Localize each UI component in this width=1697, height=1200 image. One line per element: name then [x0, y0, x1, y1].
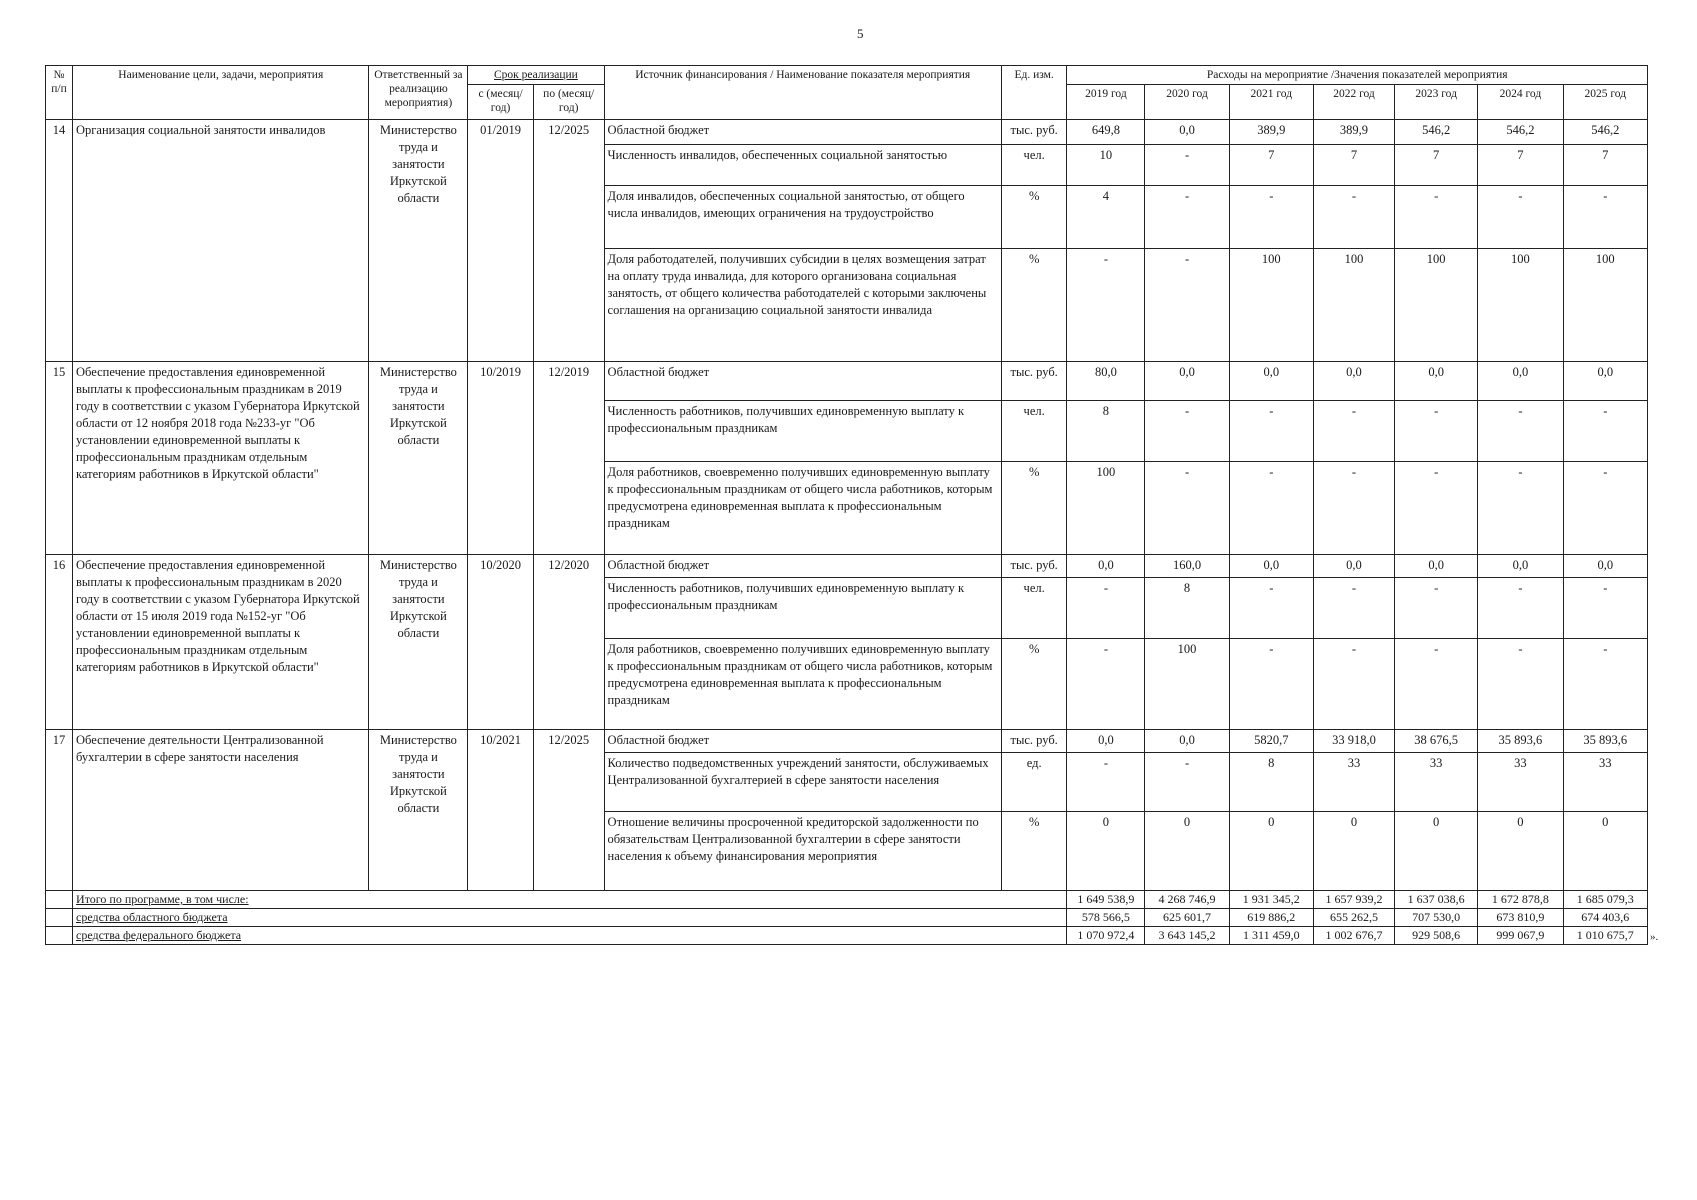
value-cell: 0: [1395, 812, 1478, 891]
row-responsible: Министерство труда и занятости Иркутской области: [369, 120, 468, 362]
program-table: [45, 65, 1648, 945]
header-period-to: по (месяц/ год): [533, 85, 604, 120]
value-cell: -: [1313, 462, 1394, 555]
totals-value: 1 002 676,7: [1313, 927, 1394, 945]
value-cell: -: [1229, 462, 1313, 555]
closing-mark: ».: [1650, 931, 1659, 943]
value-cell: 0: [1563, 812, 1647, 891]
row-number: 17: [46, 730, 73, 891]
value-cell: 0,0: [1229, 555, 1313, 578]
value-cell: 35 893,6: [1563, 730, 1647, 753]
value-cell: 0,0: [1478, 555, 1563, 578]
indicator-unit: %: [1001, 249, 1067, 362]
value-cell: 0,0: [1563, 362, 1647, 401]
value-cell: -: [1395, 186, 1478, 249]
totals-value: 707 530,0: [1395, 909, 1478, 927]
header-year: 2023 год: [1395, 85, 1478, 120]
row-number: 16: [46, 555, 73, 730]
value-cell: 0,0: [1145, 362, 1229, 401]
indicator-label: Доля работодателей, получивших субсидии в целях возмещения затрат на оплату труда инвалида, для которого организована социальная занятость, от общего количества работодателей с которыми заключены соглашения на организацию социальной занятости инвалида: [604, 249, 1001, 362]
value-cell: 546,2: [1563, 120, 1647, 145]
row-name: Обеспечение предоставления единовременной выплаты к профессиональным праздникам в 2019 году в соответствии с указом Губернатора Иркутской области от 12 ноября 2018 года №233-уг "Об установлении единовременной выплаты к профессиональным праздникам отдельным категориям работников в Иркутской области": [73, 362, 369, 555]
header-num: № п/п: [46, 66, 73, 120]
value-cell: 100: [1395, 249, 1478, 362]
value-cell: 0: [1067, 812, 1145, 891]
totals-value: 578 566,5: [1067, 909, 1145, 927]
indicator-unit: %: [1001, 812, 1067, 891]
totals-label: средства областного бюджета: [73, 909, 1067, 927]
indicator-label: Численность работников, получивших единовременную выплату к профессиональным праздникам: [604, 578, 1001, 639]
indicator-unit: тыс. руб.: [1001, 362, 1067, 401]
indicator-label: Областной бюджет: [604, 362, 1001, 401]
value-cell: 0,0: [1395, 555, 1478, 578]
totals-value: 1 685 079,3: [1563, 891, 1647, 909]
totals-value: 625 601,7: [1145, 909, 1229, 927]
row-to: 12/2019: [533, 362, 604, 555]
value-cell: 35 893,6: [1478, 730, 1563, 753]
value-cell: 4: [1067, 186, 1145, 249]
indicator-label: Областной бюджет: [604, 730, 1001, 753]
value-cell: 7: [1563, 145, 1647, 186]
value-cell: 10: [1067, 145, 1145, 186]
value-cell: 160,0: [1145, 555, 1229, 578]
indicator-label: Отношение величины просроченной кредиторской задолженности по обязательствам Централизованной бухгалтерии в сфере занятости населения к объему финансирования мероприятия: [604, 812, 1001, 891]
row-number: 15: [46, 362, 73, 555]
value-cell: 649,8: [1067, 120, 1145, 145]
value-cell: 33: [1478, 753, 1563, 812]
header-period-from: с (месяц/ год): [468, 85, 534, 120]
row-from: 10/2019: [468, 362, 534, 555]
totals-value: 1 070 972,4: [1067, 927, 1145, 945]
totals-label: средства федерального бюджета: [73, 927, 1067, 945]
value-cell: 33: [1563, 753, 1647, 812]
totals-value: 1 931 345,2: [1229, 891, 1313, 909]
value-cell: -: [1395, 639, 1478, 730]
totals-row: [46, 909, 1648, 927]
value-cell: -: [1229, 578, 1313, 639]
row-name: Обеспечение предоставления единовременной выплаты к профессиональным праздникам в 2020 году в соответствии с указом Губернатора Иркутской области от 15 июля 2019 года №152-уг "Об установлении единовременной выплаты к профессиональным праздникам отдельным категориям работников в Иркутской области": [73, 555, 369, 730]
value-cell: 80,0: [1067, 362, 1145, 401]
value-cell: 0,0: [1067, 555, 1145, 578]
value-cell: -: [1395, 462, 1478, 555]
value-cell: 8: [1145, 578, 1229, 639]
header-year: 2021 год: [1229, 85, 1313, 120]
value-cell: 8: [1229, 753, 1313, 812]
value-cell: 546,2: [1478, 120, 1563, 145]
row-from: 10/2021: [468, 730, 534, 891]
totals-value: 1 649 538,9: [1067, 891, 1145, 909]
value-cell: -: [1145, 145, 1229, 186]
value-cell: 389,9: [1313, 120, 1394, 145]
value-cell: -: [1313, 578, 1394, 639]
header-year: 2020 год: [1145, 85, 1229, 120]
indicator-label: Численность инвалидов, обеспеченных социальной занятостью: [604, 145, 1001, 186]
indicator-label: Доля работников, своевременно получивших единовременную выплату к профессиональным праздникам от общего числа работников, которым предусмотрена единовременная выплата к профессиональным праздникам: [604, 462, 1001, 555]
header-year: 2019 год: [1067, 85, 1145, 120]
indicator-unit: ед.: [1001, 753, 1067, 812]
value-cell: -: [1145, 462, 1229, 555]
row-to: 12/2025: [533, 730, 604, 891]
totals-blank: [46, 891, 73, 909]
value-cell: 7: [1229, 145, 1313, 186]
value-cell: -: [1563, 578, 1647, 639]
value-cell: 0,0: [1395, 362, 1478, 401]
value-cell: 33 918,0: [1313, 730, 1394, 753]
header-responsible: Ответственный за реализацию мероприятия): [369, 66, 468, 120]
totals-row: [46, 927, 1648, 945]
table-row: [46, 362, 1648, 401]
totals-value: 1 672 878,8: [1478, 891, 1563, 909]
totals-value: 1 311 459,0: [1229, 927, 1313, 945]
value-cell: 0,0: [1313, 555, 1394, 578]
value-cell: -: [1067, 249, 1145, 362]
indicator-unit: тыс. руб.: [1001, 555, 1067, 578]
value-cell: -: [1395, 401, 1478, 462]
indicator-label: Областной бюджет: [604, 120, 1001, 145]
value-cell: 0: [1145, 812, 1229, 891]
header-expenses: Расходы на мероприятие /Значения показателей мероприятия: [1067, 66, 1648, 85]
totals-value: 929 508,6: [1395, 927, 1478, 945]
value-cell: 0,0: [1563, 555, 1647, 578]
header-name: Наименование цели, задачи, мероприятия: [73, 66, 369, 120]
value-cell: 100: [1563, 249, 1647, 362]
page-number: 5: [857, 26, 864, 41]
value-cell: -: [1067, 578, 1145, 639]
header-year: 2022 год: [1313, 85, 1394, 120]
totals-value: 4 268 746,9: [1145, 891, 1229, 909]
indicator-label: Доля работников, своевременно получивших единовременную выплату к профессиональным праздникам от общего числа работников, которым предусмотрена единовременная выплата к профессиональным праздникам: [604, 639, 1001, 730]
indicator-unit: %: [1001, 639, 1067, 730]
value-cell: -: [1313, 401, 1394, 462]
indicator-unit: тыс. руб.: [1001, 120, 1067, 145]
table-row: [46, 555, 1648, 578]
totals-label: Итого по программе, в том числе:: [73, 891, 1067, 909]
value-cell: 0: [1478, 812, 1563, 891]
value-cell: -: [1478, 578, 1563, 639]
value-cell: -: [1313, 186, 1394, 249]
value-cell: -: [1145, 401, 1229, 462]
value-cell: -: [1067, 753, 1145, 812]
value-cell: -: [1478, 639, 1563, 730]
indicator-label: Доля инвалидов, обеспеченных социальной занятостью, от общего числа инвалидов, имеющих ограничения на трудоустройство: [604, 186, 1001, 249]
value-cell: -: [1563, 462, 1647, 555]
totals-value: 655 262,5: [1313, 909, 1394, 927]
indicator-label: Количество подведомственных учреждений занятости, обслуживаемых Централизованной бухгалтерией в сфере занятости населения: [604, 753, 1001, 812]
value-cell: 7: [1395, 145, 1478, 186]
value-cell: -: [1229, 639, 1313, 730]
row-to: 12/2020: [533, 555, 604, 730]
value-cell: 100: [1478, 249, 1563, 362]
header-source: Источник финансирования / Наименование показателя мероприятия: [604, 66, 1001, 120]
totals-value: 999 067,9: [1478, 927, 1563, 945]
row-responsible: Министерство труда и занятости Иркутской области: [369, 362, 468, 555]
value-cell: 389,9: [1229, 120, 1313, 145]
value-cell: -: [1563, 639, 1647, 730]
row-from: 01/2019: [468, 120, 534, 362]
value-cell: 0,0: [1229, 362, 1313, 401]
value-cell: -: [1395, 578, 1478, 639]
value-cell: 100: [1067, 462, 1145, 555]
value-cell: -: [1145, 249, 1229, 362]
row-to: 12/2025: [533, 120, 604, 362]
value-cell: 100: [1145, 639, 1229, 730]
totals-value: 1 010 675,7: [1563, 927, 1647, 945]
indicator-unit: %: [1001, 186, 1067, 249]
row-number: 14: [46, 120, 73, 362]
value-cell: 33: [1313, 753, 1394, 812]
value-cell: -: [1563, 186, 1647, 249]
value-cell: -: [1067, 639, 1145, 730]
value-cell: 5820,7: [1229, 730, 1313, 753]
row-responsible: Министерство труда и занятости Иркутской области: [369, 730, 468, 891]
table-row: [46, 730, 1648, 753]
value-cell: -: [1145, 753, 1229, 812]
table-header-row-1: [46, 66, 1648, 85]
value-cell: -: [1478, 401, 1563, 462]
totals-value: 1 637 038,6: [1395, 891, 1478, 909]
indicator-unit: чел.: [1001, 401, 1067, 462]
header-unit: Ед. изм.: [1001, 66, 1067, 120]
header-year: 2025 год: [1563, 85, 1647, 120]
row-responsible: Министерство труда и занятости Иркутской области: [369, 555, 468, 730]
totals-value: 674 403,6: [1563, 909, 1647, 927]
value-cell: -: [1478, 186, 1563, 249]
value-cell: 546,2: [1395, 120, 1478, 145]
table-row: [46, 120, 1648, 145]
value-cell: 0,0: [1145, 730, 1229, 753]
value-cell: 0,0: [1145, 120, 1229, 145]
value-cell: 7: [1313, 145, 1394, 186]
totals-blank: [46, 909, 73, 927]
totals-blank: [46, 927, 73, 945]
totals-value: 619 886,2: [1229, 909, 1313, 927]
value-cell: 0,0: [1313, 362, 1394, 401]
header-year: 2024 год: [1478, 85, 1563, 120]
value-cell: -: [1563, 401, 1647, 462]
indicator-label: Численность работников, получивших единовременную выплату к профессиональным праздникам: [604, 401, 1001, 462]
value-cell: 100: [1229, 249, 1313, 362]
row-name: Организация социальной занятости инвалидов: [73, 120, 369, 362]
value-cell: -: [1478, 462, 1563, 555]
value-cell: -: [1145, 186, 1229, 249]
value-cell: 8: [1067, 401, 1145, 462]
totals-value: 1 657 939,2: [1313, 891, 1394, 909]
totals-value: 673 810,9: [1478, 909, 1563, 927]
indicator-unit: тыс. руб.: [1001, 730, 1067, 753]
indicator-unit: %: [1001, 462, 1067, 555]
value-cell: 7: [1478, 145, 1563, 186]
value-cell: 100: [1313, 249, 1394, 362]
row-from: 10/2020: [468, 555, 534, 730]
value-cell: -: [1229, 186, 1313, 249]
header-period: Срок реализации: [468, 66, 604, 85]
indicator-unit: чел.: [1001, 578, 1067, 639]
totals-value: 3 643 145,2: [1145, 927, 1229, 945]
indicator-unit: чел.: [1001, 145, 1067, 186]
value-cell: 0,0: [1478, 362, 1563, 401]
value-cell: 0: [1313, 812, 1394, 891]
totals-row: [46, 891, 1648, 909]
indicator-label: Областной бюджет: [604, 555, 1001, 578]
value-cell: -: [1229, 401, 1313, 462]
value-cell: 33: [1395, 753, 1478, 812]
row-name: Обеспечение деятельности Централизованной бухгалтерии в сфере занятости населения: [73, 730, 369, 891]
value-cell: 38 676,5: [1395, 730, 1478, 753]
value-cell: 0,0: [1067, 730, 1145, 753]
value-cell: 0: [1229, 812, 1313, 891]
value-cell: -: [1313, 639, 1394, 730]
